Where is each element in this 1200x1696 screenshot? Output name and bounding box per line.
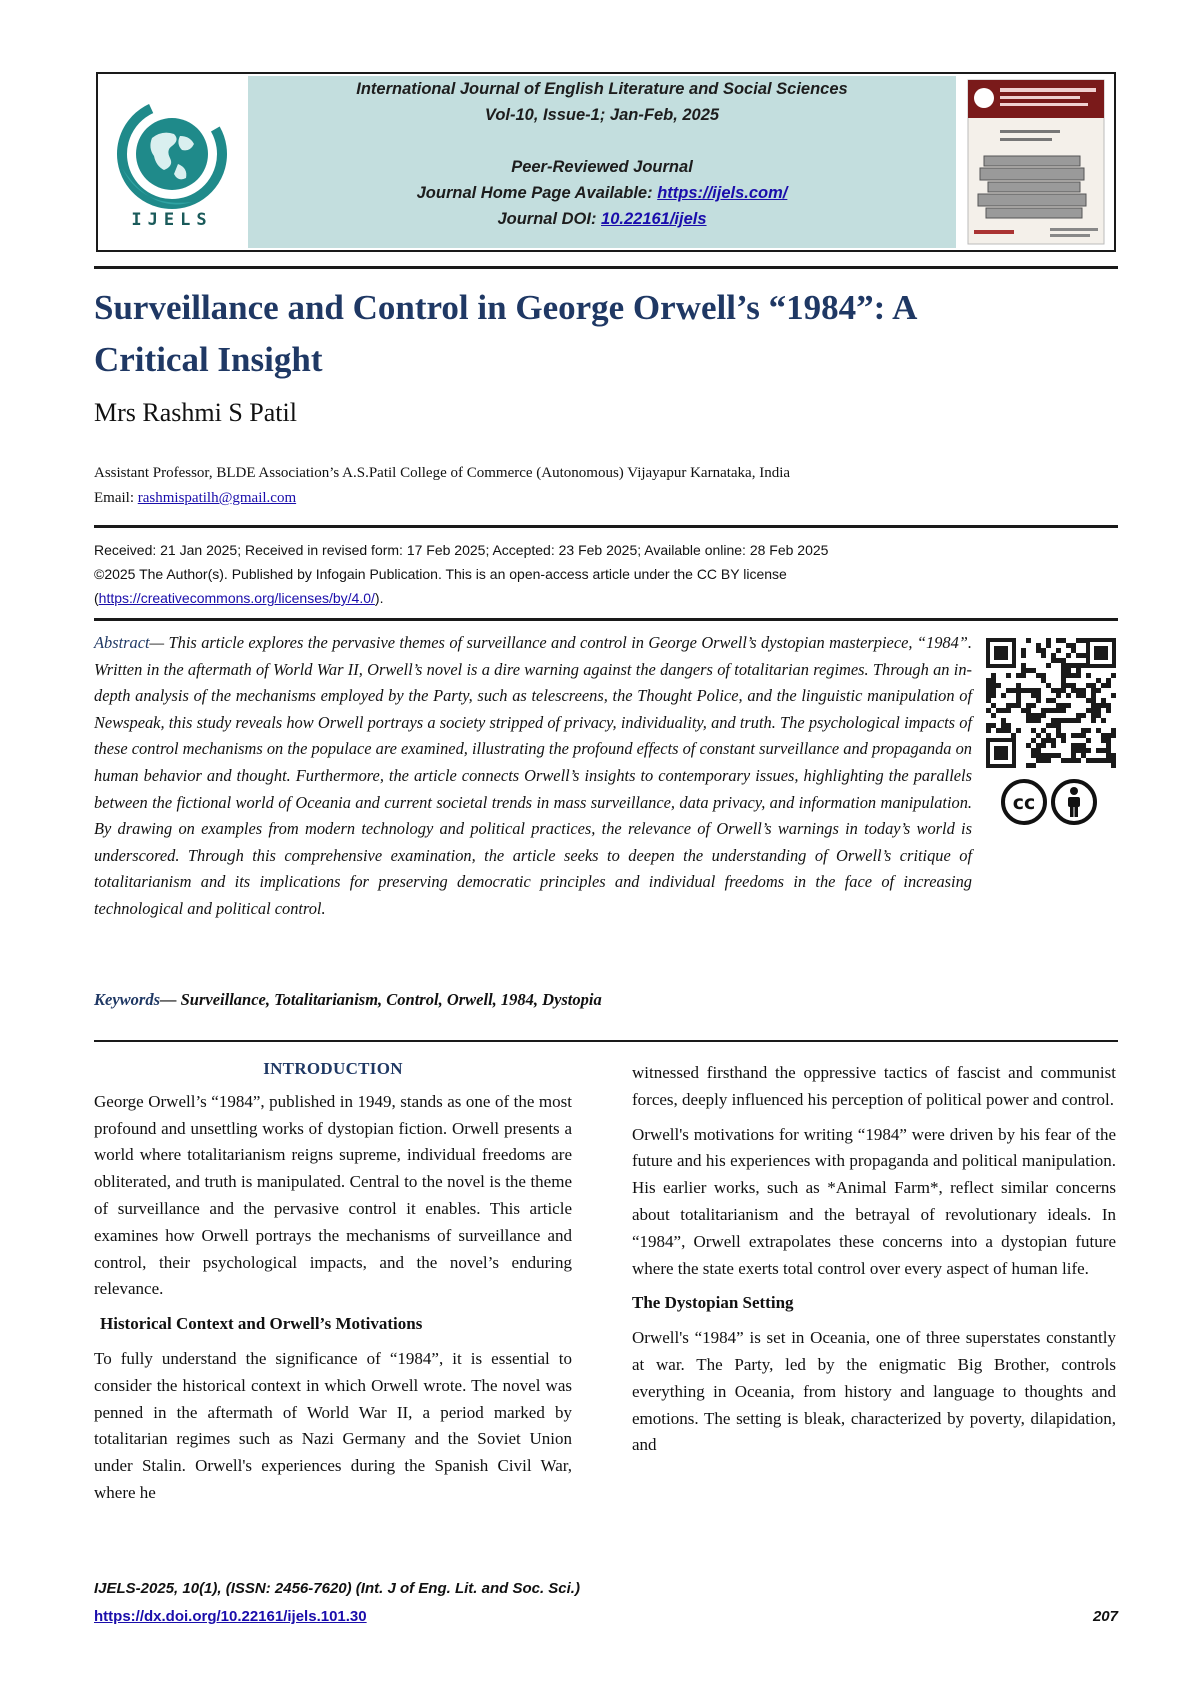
cc-by-license-icon[interactable]: [1000, 778, 1104, 826]
footer-citation: IJELS-2025, 10(1), (ISSN: 2456-7620) (Int. J of Eng. Lit. and Soc. Sci.): [94, 1580, 580, 1597]
svg-text:cc: cc: [1012, 792, 1036, 814]
body-divider: [94, 1040, 1118, 1042]
journal-header: [96, 72, 1116, 252]
license-link[interactable]: https://creativecommons.org/licenses/by/4.0/: [98, 590, 375, 606]
homepage-label: Journal Home Page Available:: [416, 184, 658, 202]
homepage-link[interactable]: https://ijels.com/: [657, 184, 788, 202]
keywords: [94, 990, 602, 1010]
right-paragraph-3: Orwell's “1984” is set in Oceania, one of three superstates constantly at war. The Party, led by the enigmatic Big Brother, controls everything in Oceania, from history and language to thoughts and emotions. The setting is bleak, characterized by poverty, dilapidation, and: [632, 1328, 1116, 1455]
peer-reviewed-label: Peer-Reviewed Journal: [511, 158, 693, 176]
article-dates: Received: 21 Jan 2025; Received in revised form: 17 Feb 2025; Accepted: 23 Feb 2025; Available online: 28 Feb 2025: [94, 542, 829, 558]
license-text: ©2025 The Author(s). Published by Infogain Publication. This is an open-access article under the CC BY license: [94, 566, 787, 582]
author-email-line: [94, 490, 296, 507]
volume-issue: Vol-10, Issue-1; Jan-Feb, 2025: [484, 106, 720, 124]
dystopian-setting-heading: The Dystopian Setting: [632, 1293, 794, 1313]
right-paragraph-2: Orwell's motivations for writing “1984” were driven by his fear of the future and his experiences with propaganda and political manipulation. His earlier works, such as *Animal Farm*, reflect similar concerns about totalitarianism and the betrayal of revolutionary ideals. In “1984”, Orwell extrapolates these concerns into a dystopian future where the state exerts total control over every aspect of human life.: [632, 1124, 1116, 1278]
article-doi-link[interactable]: https://dx.doi.org/10.22161/ijels.101.30: [94, 1608, 367, 1625]
left-column: [94, 1056, 572, 1515]
journal-doi-link[interactable]: 10.22161/ijels: [601, 210, 707, 228]
introduction-paragraph: George Orwell’s “1984”, published in 1949, stands as one of the most profound and unsettling works of dystopian fiction. Orwell presents a world where totalitarianism reigns supreme, individual freedoms are obliterated, and truth is manipulated. Central to the novel is the theme of surveillance and the pervasive control it enables. This article examines how Orwell portrays the mechanisms of surveillance and control, their psychological impacts, and the novel’s enduring relevance.: [94, 1091, 572, 1299]
title-line-1: Surveillance and Control in George Orwell’s “1984”: A: [94, 288, 918, 327]
author-email-link[interactable]: rashmispatilh@gmail.com: [137, 490, 297, 506]
keywords-label: Keywords: [94, 990, 160, 1009]
introduction-heading: INTRODUCTION: [263, 1059, 403, 1078]
author-affiliation: Assistant Professor, BLDE Association’s A.S.Patil College of Commerce (Autonomous) Vijayapur Karnataka, India: [94, 465, 791, 481]
historical-context-paragraph: To fully understand the significance of “1984”, it is essential to consider the historical context in which Orwell wrote. The novel was penned in the aftermath of World War II, a period marked by totalitarian regimes such as Nazi Germany and the Soviet Union under Stalin. Orwell's experiences during the Spanish Civil War, where he: [94, 1348, 572, 1502]
title-line-2: Critical Insight: [94, 340, 323, 379]
doi-line: [248, 210, 956, 229]
article-title: [94, 282, 1124, 386]
footer-doi: [94, 1608, 367, 1625]
doi-label: Journal DOI:: [497, 210, 602, 228]
abstract-divider-top: [94, 618, 1118, 621]
journal-info-band: [248, 76, 956, 248]
logo-text: IJELS: [131, 210, 213, 230]
abstract: [94, 630, 972, 923]
journal-logo: [100, 76, 244, 248]
abstract-text: — This article explores the pervasive themes of surveillance and control in George Orwell’s dystopian masterpiece, “1984”. Written in the aftermath of World War II, Orwell’s novel is a dire warning against the dangers of totalitarian regimes. Through an in-depth analysis of the mechanisms employed by the Party, such as telescreens, the Thought Police, and the linguistic manipulation of Newspeak, this study reveals how Orwell portrays a society stripped of privacy, individuality, and truth. The psychological impacts of these control mechanisms on the populace are examined, illustrating the profound effects of constant surveillance and propaganda on human behavior and thought. Furthermore, the article connects Orwell’s insights to contemporary issues, highlighting the parallels between the fictional world of Oceania and current societal trends in mass surveillance, data privacy, and information manipulation. By drawing on examples from modern technology and political practices, the relevance of Orwell’s warnings in today’s world is underscored. Through this comprehensive examination, the article seeks to deepen the understanding of Orwell’s critique of totalitarianism and its implications for preserving democratic principles and individual freedoms in the face of increasing technological and political control.: [94, 633, 972, 918]
article-dates-license: [94, 538, 828, 610]
journal-name: International Journal of English Literature and Social Sciences: [356, 80, 848, 98]
right-column: [632, 1060, 1116, 1467]
header-divider: [94, 266, 1118, 269]
abstract-label: Abstract: [94, 633, 150, 652]
license-url-line: (https://creativecommons.org/licenses/by/4.0/).: [94, 590, 384, 606]
historical-context-heading: Historical Context and Orwell’s Motivations: [100, 1314, 423, 1334]
homepage-line: [248, 184, 956, 203]
journal-cover-image: [960, 76, 1112, 248]
dates-divider-top: [94, 525, 1118, 528]
page-number: 207: [1092, 1608, 1118, 1625]
right-paragraph-1: witnessed firsthand the oppressive tactics of fascist and communist forces, deeply influenced his perception of political power and control.: [632, 1063, 1116, 1109]
qr-code[interactable]: [984, 636, 1118, 770]
email-label: Email:: [94, 490, 138, 506]
keywords-text: — Surveillance, Totalitarianism, Control, Orwell, 1984, Dystopia: [160, 990, 602, 1009]
author-name: Mrs Rashmi S Patil: [94, 398, 297, 427]
